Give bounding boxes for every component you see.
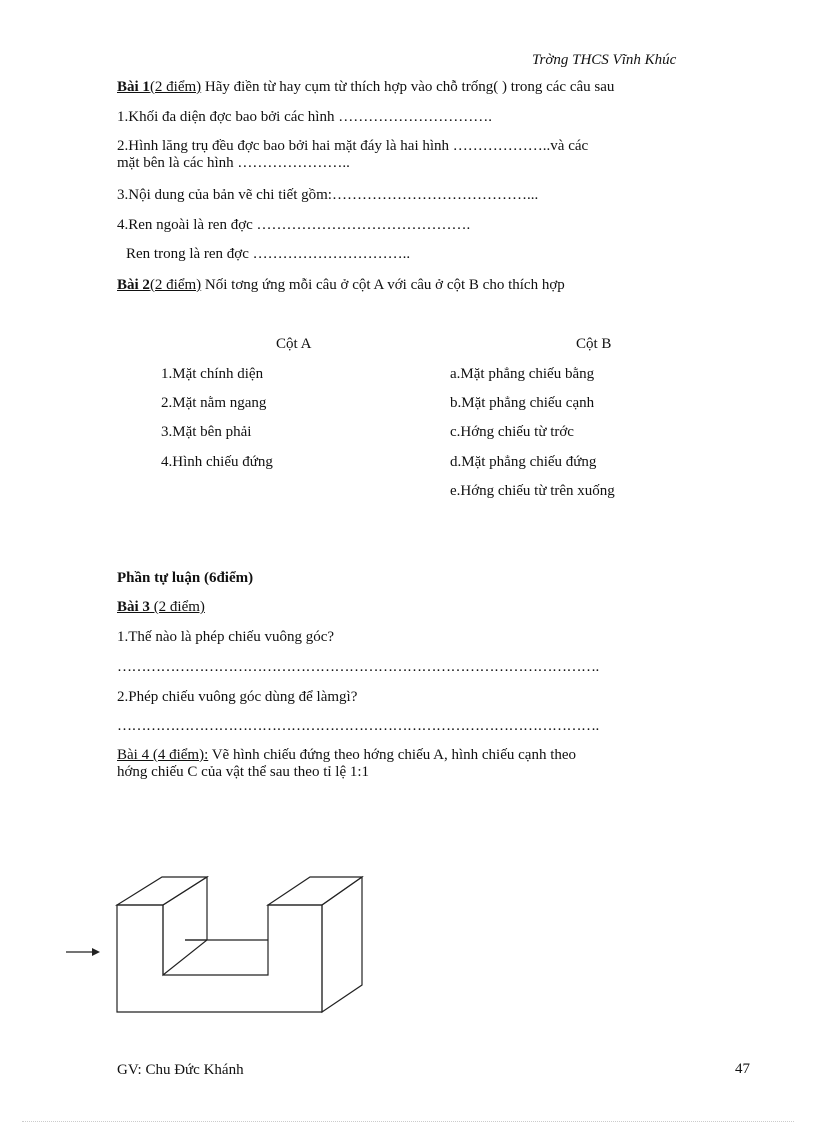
bai3-points: (2 điểm) (149, 599, 205, 615)
front-face (117, 905, 322, 1012)
bai1-instruction: Hãy điền từ hay cụm từ thích hợp vào chỗ trống( ) trong các câu sau (201, 79, 615, 95)
bai2-heading (117, 276, 565, 294)
bai4-label: Bài 4 (4 điểm): (117, 747, 209, 763)
bai1-item-2: 2.Hình lăng trụ đều đợc bao bởi hai mặt đáy là hai hình ………………..và các (117, 138, 589, 154)
bai4-heading (117, 746, 576, 764)
bai2-instruction: Nối tơng ứng mỗi câu ở cột A với câu ở cột B cho thích hợp (201, 277, 565, 293)
right-side-face (322, 877, 362, 1012)
page-number: 47 (735, 1061, 750, 1077)
col-b-item-b: b.Mặt phẳng chiếu cạnh (450, 395, 595, 411)
col-a-item-3: 3.Mặt bên phải (161, 424, 252, 440)
footer-teacher: GV: Chu Đức Khánh (117, 1062, 244, 1078)
bai3-heading (117, 598, 205, 616)
tu-luan-title: Phần tự luận (6điểm) (117, 570, 254, 586)
bai1-item-5: Ren trong là ren đợc ………………………….. (126, 246, 411, 262)
col-b-item-a: a.Mặt phẳng chiếu bằng (450, 366, 595, 382)
bai3-answer-line-1: ………………………………………………………………………………………. (117, 659, 599, 675)
bai2-label: Bài 2 (117, 277, 150, 293)
col-b-header: Cột B (576, 336, 612, 352)
bai1-points: (2 điểm) (149, 79, 202, 95)
bai1-item-1: 1.Khối đa diện đợc bao bởi các hình …………………………. (117, 109, 492, 125)
bai1-label: Bài 1 (117, 79, 150, 95)
left-column-top (117, 877, 207, 905)
school-header: Trờng THCS Vĩnh Khúc (532, 52, 677, 68)
col-a-item-2: 2.Mặt nằm ngang (161, 395, 267, 411)
col-a-item-4: 4.Hình chiếu đứng (161, 454, 273, 470)
right-column-top (268, 877, 362, 905)
left-column-inner-side (163, 877, 207, 975)
col-b-item-c: c.Hớng chiếu từ trớc (450, 424, 574, 440)
col-b-item-e: e.Hớng chiếu từ trên xuống (450, 483, 615, 499)
col-a-header: Cột A (276, 336, 312, 352)
page-bottom-rule (22, 1121, 794, 1122)
bai4-text-2: hớng chiếu C của vật thể sau theo tỉ lệ 1:1 (117, 764, 370, 780)
bai1-item-3: 3.Nội dung của bản vẽ chi tiết gồm:…………………………………... (117, 187, 539, 203)
col-a-item-1: 1.Mặt chính diện (161, 366, 264, 382)
bai3-answer-line-2: ………………………………………………………………………………………. (117, 718, 599, 734)
bai3-question-2: 2.Phép chiếu vuông góc dùng để làmgì? (117, 689, 358, 705)
bai3-question-1: 1.Thế nào là phép chiếu vuông góc? (117, 629, 335, 645)
bai1-item-2-cont: mặt bên là các hình ………………….. (117, 155, 350, 171)
bai1-heading (117, 78, 614, 96)
col-b-item-d: d.Mặt phẳng chiếu đứng (450, 454, 597, 470)
bai3-label: Bài 3 (117, 599, 150, 615)
view-arrow-head (92, 948, 100, 956)
bai4-text-1: Vẽ hình chiếu đứng theo hớng chiếu A, hình chiếu cạnh theo (208, 747, 577, 763)
bai1-item-4: 4.Ren ngoài là ren đợc ……………………………………. (117, 217, 471, 233)
bai2-points: (2 điểm) (149, 277, 202, 293)
